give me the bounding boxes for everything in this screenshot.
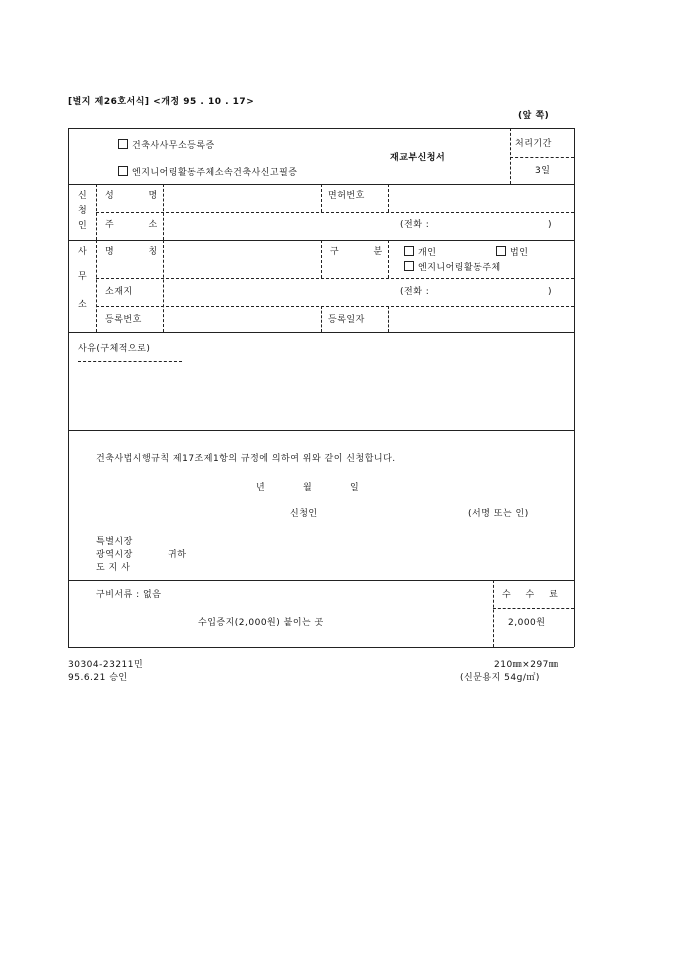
applicant-phone-close: ) [548, 220, 553, 230]
applicant-name-label-text: 성 명 [105, 191, 174, 201]
date-month-label: 월 [303, 483, 313, 493]
office-type-label-text: 구 분 [330, 247, 399, 257]
fee-label [502, 590, 564, 601]
fee-value: 2,000원 [508, 618, 546, 628]
applicant-section-label-2: 청 [78, 206, 88, 216]
office-phone-close: ) [548, 287, 553, 297]
applicant-address-label-text: 주 소 [105, 220, 174, 230]
reason-label: 사유(구체적으로) [78, 344, 151, 354]
office-type-corporate-label: 법인 [510, 248, 529, 258]
processing-period-label: 처리기간 [515, 139, 552, 149]
applicant-signature-label: 신청인 [290, 509, 318, 519]
fee-divider [493, 580, 494, 647]
license-divider-left [321, 184, 322, 212]
reg-date-divider-right [388, 306, 389, 332]
license-number-field[interactable] [390, 186, 572, 210]
form-left-border [68, 128, 69, 647]
approval-date: 95.6.21 승인 [68, 673, 128, 683]
registration-date-label: 등록일자 [328, 315, 365, 325]
title-suffix: 재교부신청서 [390, 153, 446, 163]
title-option-1-checkbox[interactable] [118, 139, 128, 149]
reason-underline [78, 361, 182, 362]
title-option-2-label: 엔지니어링활동주체소속건축사신고필증 [132, 168, 298, 178]
applicant-address-field[interactable] [165, 214, 395, 238]
office-type-individual[interactable] [404, 246, 436, 259]
office-type-engineering-label: 엔지니어링활동주체 [418, 263, 501, 273]
reason-field[interactable] [72, 364, 570, 426]
office-type-divider-left [321, 240, 322, 278]
declaration-statement: 건축사법시행규칙 제17조제1항의 규정에 의하여 위와 같이 신청합니다. [96, 454, 396, 464]
period-line [510, 157, 574, 158]
license-number-label: 면허번호 [328, 191, 365, 201]
license-divider-right [388, 184, 389, 212]
form-right-border [574, 128, 575, 647]
office-phone-field[interactable] [450, 280, 540, 304]
title-option-2[interactable] [118, 166, 298, 179]
applicant-address-label [105, 220, 173, 231]
fee-line [493, 608, 574, 609]
office-section-label-1: 사 [78, 247, 88, 257]
office-row-line-2 [96, 306, 574, 307]
office-section-label-3: 소 [78, 300, 88, 310]
registration-date-field[interactable] [390, 308, 572, 330]
office-name-label-text: 명 칭 [105, 247, 174, 257]
office-type-corporate[interactable] [496, 246, 528, 259]
reason-bottom-line [68, 430, 574, 431]
form-number: [별지 제26호서식] <개정 95 . 10 . 17> [68, 97, 255, 107]
title-option-2-checkbox[interactable] [118, 166, 128, 176]
office-bottom-line [68, 332, 574, 333]
office-label-divider [96, 240, 97, 332]
applicant-phone-field[interactable] [450, 214, 540, 238]
recipient-metro-city: 광역시장 [96, 550, 133, 560]
signature-or-seal-label: (서명 또는 인) [468, 509, 529, 519]
office-row-line-1 [96, 278, 574, 279]
recipient-province: 도 지 사 [96, 563, 131, 573]
applicant-phone-label: (전화 : [400, 220, 430, 230]
recipient-suffix: 귀하 [168, 550, 187, 560]
applicant-name-field[interactable] [165, 186, 319, 210]
date-day-label: 일 [350, 483, 360, 493]
title-option-1-label: 건축사사무소등록증 [132, 141, 215, 151]
page-side-label: (앞 쪽) [518, 111, 550, 121]
title-option-1[interactable] [118, 139, 215, 152]
declaration-bottom-line [68, 580, 574, 581]
applicant-row-line [96, 212, 574, 213]
office-type-divider-right [388, 240, 389, 278]
form-bottom-border [68, 647, 574, 648]
form-code: 30304-23211민 [68, 660, 144, 670]
form-top-border [68, 128, 574, 129]
processing-period-value: 3일 [535, 166, 551, 176]
paper-size: 210㎜×297㎜ [494, 660, 559, 670]
office-section-label-2: 무 [78, 272, 88, 282]
office-phone-label: (전화 : [400, 287, 430, 297]
office-name-divider [163, 240, 164, 332]
required-documents-label: 구비서류 : 없음 [96, 590, 162, 600]
fee-label-text: 수 수 료 [502, 590, 564, 600]
office-type-engineering[interactable] [404, 261, 501, 274]
applicant-section-label-3: 인 [78, 221, 88, 231]
office-type-individual-label: 개인 [418, 248, 437, 258]
office-type-corporate-checkbox[interactable] [496, 246, 506, 256]
reg-date-divider-left [321, 306, 322, 332]
date-year-label: 년 [256, 483, 266, 493]
paper-type: (신문용지 54g/㎡) [460, 673, 540, 683]
office-type-engineering-checkbox[interactable] [404, 261, 414, 271]
office-type-individual-checkbox[interactable] [404, 246, 414, 256]
revenue-stamp-area: 수입증지(2,000원) 붙이는 곳 [198, 618, 324, 628]
recipient-special-city: 특별시장 [96, 537, 133, 547]
applicant-section-label-1: 신 [78, 191, 88, 201]
registration-number-field[interactable] [165, 308, 319, 330]
office-location-label: 소재지 [105, 287, 133, 297]
office-name-field[interactable] [165, 242, 319, 276]
office-location-field[interactable] [165, 280, 395, 304]
period-divider [510, 128, 511, 184]
registration-number-label: 등록번호 [105, 315, 142, 325]
